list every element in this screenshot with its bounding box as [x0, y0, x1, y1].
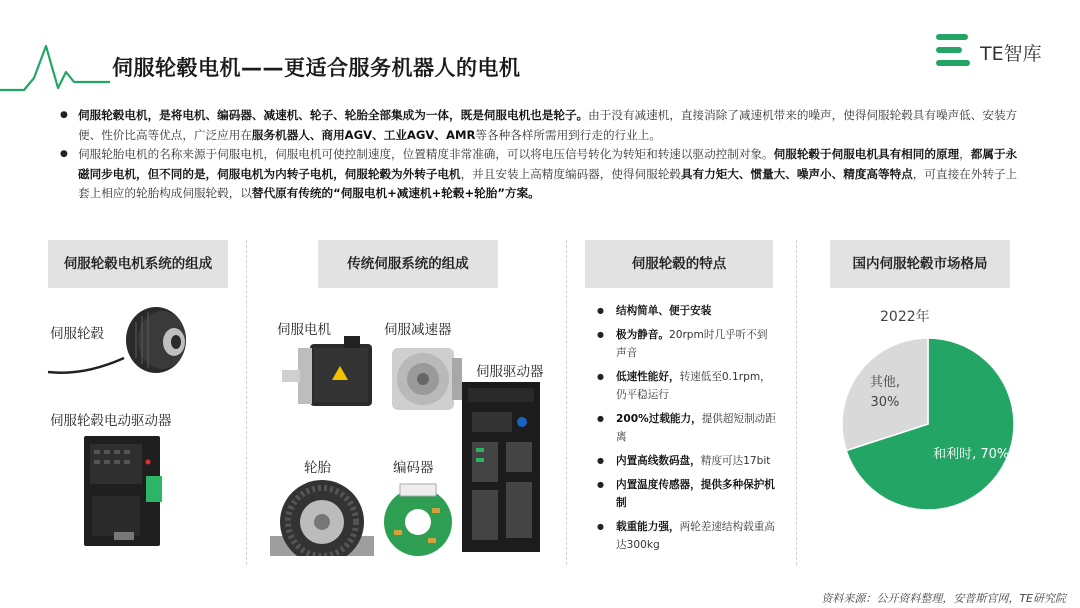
bullet-paragraph [60, 145, 1020, 204]
logo [936, 34, 1061, 68]
tire-image [270, 476, 374, 556]
pie-slice-label: 其他, 30% [869, 374, 900, 410]
reducer-image [386, 338, 466, 418]
bullet-bold-run: 服务机器人、商用AGV、工业AGV、AMR [251, 127, 476, 142]
feature-bold-text: 结构简单、便于安装 [616, 305, 712, 317]
label-servo-driver: 伺服驱动器 [476, 364, 544, 380]
feature-bold-text: 内置高线数码盘， [616, 455, 701, 467]
divider [796, 240, 797, 565]
feature-bold-text: 低速性能好， [616, 371, 680, 383]
label-servo-motor: 伺服电机 [277, 322, 331, 338]
bullet-text-run: 由于没有减速机，直接消除了减速机带来的噪声，使得伺服轮毂具有噪声低、安装方便、性价比高等优点，广泛应用在 [78, 108, 1018, 142]
bullet-bold-run: 伺服轮毂电机 [78, 108, 148, 122]
feature-list [597, 302, 777, 560]
intro-bullets [60, 106, 1020, 204]
feature-item [597, 368, 777, 404]
feature-text: 提供超短制动距离 [616, 413, 776, 443]
feature-text: 精度可达17bit [700, 455, 771, 467]
bullet-bold-run: 替代原有传统的“伺服电机+减速机+轮毂+轮胎”方案。 [251, 186, 540, 201]
feature-text: 20rpm时几乎听不到声音 [616, 329, 768, 359]
feature-item [597, 326, 777, 362]
bullet-bold-run: 具有力矩大、惯量大、噪声小、精度高等特点 [680, 166, 913, 181]
servo-driver-image [462, 382, 544, 554]
logo-text: TE智库 [980, 43, 1042, 65]
bullet-text-run: ，并且安装上高精度编码器，使得伺服轮毂 [460, 166, 681, 181]
divider [246, 240, 247, 565]
feature-bold-text: 200%过载能力， [616, 413, 702, 425]
pie-chart-svg [840, 336, 1016, 512]
feature-item [597, 452, 777, 470]
page-title: 伺服轮毂电机——更适合服务机器人的电机 [112, 56, 521, 80]
pie-chart [840, 336, 1016, 512]
feature-bold-text: 极为静音。 [616, 329, 669, 341]
bullet-bold-run: ，是将电机、编码器、减速机、轮子、轮胎全部集成为一体，既是伺服电机也是轮子。 [147, 108, 589, 122]
section-header-features: 伺服轮毂的特点 [585, 240, 773, 288]
feature-bold-text: 载重能力强， [616, 521, 680, 533]
encoder-image [376, 478, 460, 558]
feature-text: 两轮差速结构载重高达300kg [616, 521, 775, 551]
label-hub-motor: 伺服轮毂 [50, 326, 104, 342]
source-note: 资料来源：公开资料整理，安普斯官网，TE研究院 [821, 592, 1066, 605]
bullet-text-run: 等各种各样所需用到行走的行业上。 [475, 127, 661, 142]
bullet-text-run: ， [959, 147, 971, 162]
feature-item [597, 410, 777, 446]
label-tire: 轮胎 [304, 460, 331, 476]
section-header-hub-system: 伺服轮毂电机系统的组成 [48, 240, 228, 288]
bullet-bold-run: 都属于永磁同步电机，但不同的是，伺服电机为内转子电机，伺服轮毂为外转子电机 [78, 147, 1018, 181]
feature-item [597, 518, 777, 554]
feature-item [597, 302, 777, 320]
bullet-paragraph [60, 106, 1020, 145]
te-logo-icon [936, 34, 974, 68]
hub-motor-image [44, 300, 194, 380]
pie-slice-label: 和利时, 70% [933, 447, 1010, 463]
bullet-bold-run: 伺服轮毂于伺服电机具有相同的原理 [773, 147, 960, 162]
label-reducer: 伺服减速器 [384, 322, 452, 338]
servo-motor-image [280, 336, 376, 416]
feature-bold-text: 内置温度传感器，提供多种保护机制 [616, 479, 775, 509]
label-encoder: 编码器 [393, 460, 434, 476]
section-header-traditional-system: 传统伺服系统的组成 [318, 240, 498, 288]
bullet-text-run: 伺服轮胎电机的名称来源于伺服电机，伺服电机可使控制速度，位置精度非常准确，可以将电压信号转化为转矩和转速以驱动控制对象。 [78, 147, 774, 162]
section-header-market: 国内伺服轮毂市场格局 [830, 240, 1010, 288]
header-wave-decoration [0, 38, 110, 96]
feature-text: 转速低至0.1rpm，仍平稳运行 [616, 371, 771, 401]
bullet-text-run: ，可直接在外转子上套上相应的轮胎构成伺服轮毂，以 [78, 166, 1018, 201]
divider [566, 240, 567, 565]
label-hub-driver: 伺服轮毂电动驱动器 [50, 413, 172, 429]
feature-item [597, 476, 777, 512]
chart-title: 2022年 [880, 309, 930, 325]
hub-driver-image [84, 436, 174, 548]
